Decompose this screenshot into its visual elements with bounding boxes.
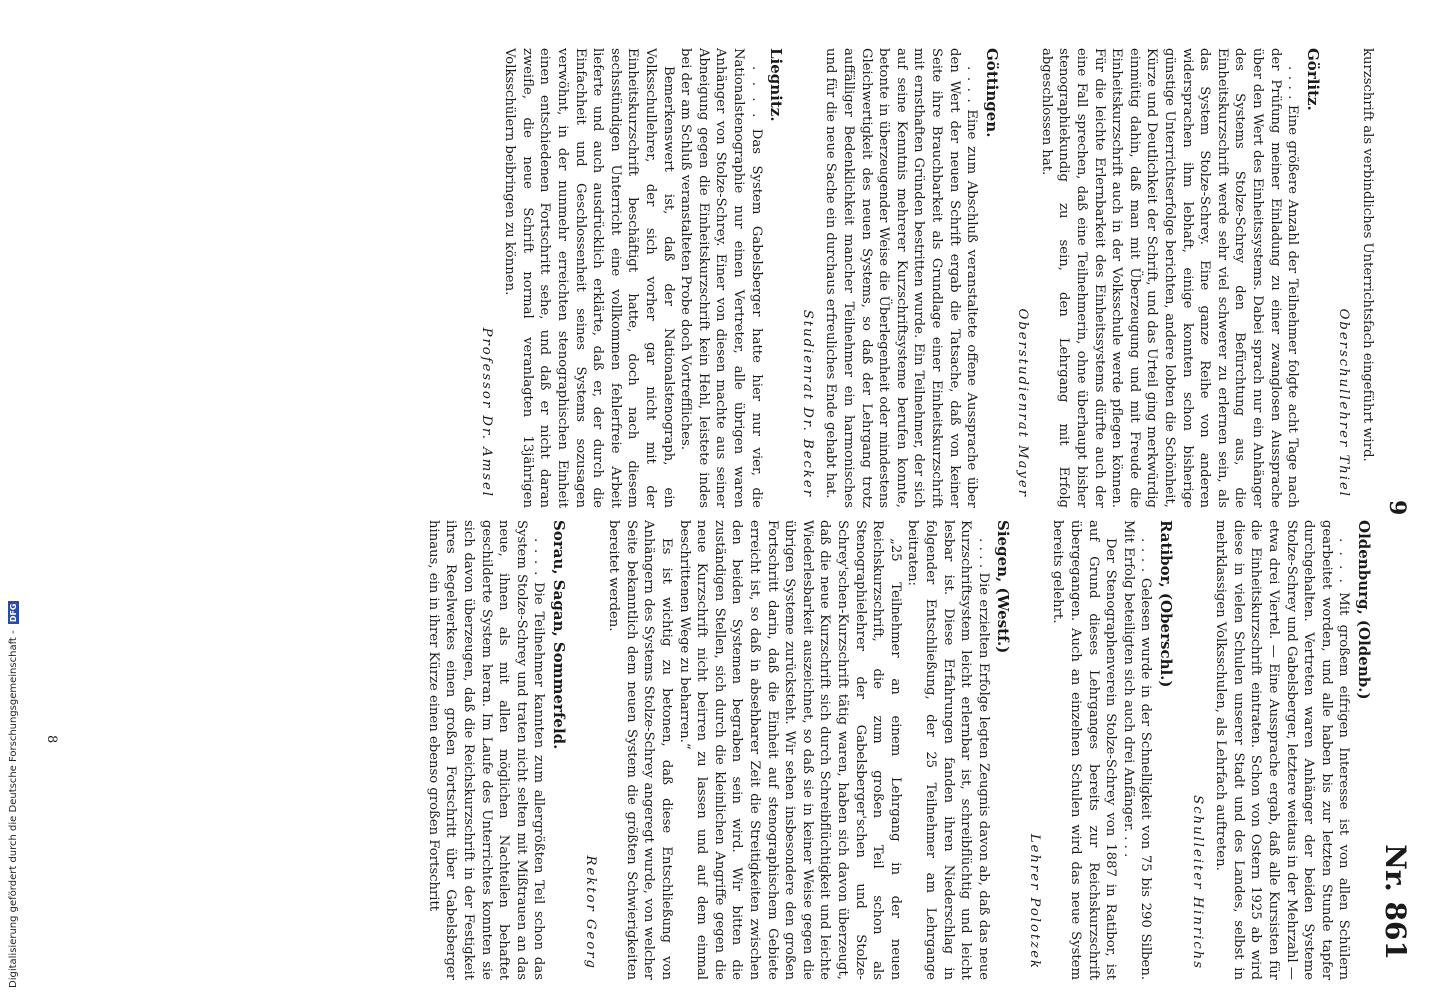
article-oldenburg [1188,520,1372,980]
left-column [66,48,1376,508]
article-goettingen [798,48,1000,508]
article-text: . . . . Mit großem eifrigen Interesse ist von allen Schülern gearbeitet worden, und alle haben bis zur letzten Stunde tapfer durchgehalten. Vertreten waren Anhänger der beiden Systeme Stolze-Schrey und Gabelsberger, letztere weitaus in der Mehrzahl — etwa drei Viertel. — Eine Aussprache ergab, daß alle Kursisten für die Einheitskurzschrift eintraten. Schon von Ostern 1925 ab wird diese in vielen Schulen unserer Stadt und des Landes, selbst in mehrklassigen Volksschulen, als Lehrfach auftreten. [1213,520,1352,980]
digitization-note [8,602,19,989]
article-signature: Rektor Georg [582,855,598,970]
digitization-note-text: Digitalisierung gefördert durch die Deutsche Forschungsgemeinschaft - [8,630,19,988]
article-heading: Ratibor, (Oberschl.) [1157,520,1176,688]
page-number: 9 [1384,500,1410,516]
article-signature: Schulleiter Hinrichs [1189,795,1205,970]
article-text-2: Bemerkenswert ist, daß der Nationalstenograph, ein Volksschullehrer, der sich vorher gar nicht mit der Einheitskurzschrift beschäftigt hatte, doch nach diesem sechsstündigen Unterricht eine vollkommen fehlerfreie Arbeit lieferte und auch ausdrücklich erklärte, daß er, der durch die Einfachheit und Geschlossenheit seines Systems sozusagen verwöhnt, in der nunmehr erreichten stenographischen Einheit einen entschiedenen Fortschritt sehe, und daß er nicht daran zweifle, die neue Schrift normal veranlagten 13jährigen Volksschülern beibringen zu können. [502,48,676,508]
page-header [1372,30,1412,970]
article-liegnitz [477,48,784,508]
article-heading: Oldenburg, (Oldenb.) [1355,520,1373,700]
article-heading: Liegnitz. [767,48,786,122]
article-goerlitz [1014,48,1321,508]
dfg-logo: DFG [9,603,18,623]
article-heading: Görlitz. [1303,48,1322,111]
right-column [66,520,1376,980]
article-text-3: Es ist wichtig zu betonen, daß diese Entschließung von Anhängern des Systems Stolze-Schrey angeregt wurde, von welcher Seite bekanntlich dem neuen System die größten Schwierigkeiten bereitet werden. [606,520,675,980]
article-signature: Professor Dr. Amsel [478,327,494,498]
article-sorau [424,520,567,980]
article-text: . . . . Die erzielten Erfolge legten Zeugnis davon ab, daß das neue Kurzschriftsystem leicht erlernbar ist, schreibflüchtig und leicht lesbar ist. Diese Erfahrungen fanden ihren Niederschlag in folgender Entschließung, der 25 Teilnehmer am Lehrgange beitraten: [905,520,991,980]
article-signature: Oberstudienrat Mayer [1015,308,1031,498]
article-heading: Göttingen. [982,48,1001,138]
article-text-2: Der Stenographenverein Stolze-Schrey von 1887 in Ratibor, ist auf Grund dieses Lehrganges bereits zur Reichskurzschrift übergegangen. Auch an einzelnen Schulen wird das neue System bereits gelehrt. [1050,520,1119,980]
issue-number: Nr. 861 [1379,844,1412,960]
article-text: . . . . Die Teilnehmer kannten zum allergrößten Teil schon das System Stolze-Schrey und traten nicht selten mit Mißtrauen an das neue, ihnen als mit allen möglichen Nachteilen behaftet geschilderte System heran. Im Laufe des Unterrichtes konnten sie sich davon überzeugen, daß die Reichskurzschrift in der Festigkeit ihres Regelwerkes einen großen Fortschritt über Gabelsberger hinaus, ein in ihrer Kürze einen ebenso großen Fortschritt [425,520,547,980]
article-signature: Oberschullehrer Thiel [1336,308,1352,498]
page-mark: 8 [44,735,59,744]
article-continuation [1335,48,1376,508]
article-siegen [581,520,1011,980]
article-text: kurzschrift als verbindliches Unterrichtsfach eingeführt wird. [1360,48,1375,462]
article-quote: „25 Teilnehmer an einem Lehrgang in der neuen Reichskurzschrift, die zum großen Teil schon als Stenographielehrer der Gabelsberger'schen und Stolze-Schrey'schen-Kurzschrift tätig waren, haben sich davon überzeugt, daß die neue Kurzschrift sich durch Schreibflüchtigkeit und leichte Wiederlesbarkeit auszeichnet, so daß sie in keiner Weise gegen die übrigen Systeme zurücksteht. Wir sehen insbesondere den großen Fortschritt darin, daß die Einheit auf stenographischem Gebiete erreicht ist, so daß in absehbarer Zeit die Streitigkeiten zwischen den beiden Systemen begraben sein wird. Wir bitten die zuständigen Stellen, sich durch die kleinlichen Angriffe gegen die neue Kurzschrift nicht beirren zu lassen und auf dem einmal beschrittenen Wege zu beharren.“ [676,520,903,980]
article-ratibor [1025,520,1174,980]
article-text: . . . . Eine größere Anzahl der Teilnehmer folgte acht Tage nach der Prüfung meiner Einladung zu einer zwanglosen Aussprache über den Wert des Einheitssystems. Dabei sprach nur ein Anhänger des Systems Stolze-Schrey den Befürchtung aus, die Einheitskurzschrift werde sehr viel schwerer zu erlernen sein, als das System Stolze-Schrey. Eine ganze Reihe von anderen widersprachen ihm lebhaft, einige konnten schon bisherige günstige Unterrichtserfolge berichten, andere lobten die Schönheit, Kürze und Deutlichkeit der Schrift, und das Urteil ging merkwürdig einmütig dahin, daß man mit Überzeugung und mit Freude die Einheitskurzschrift auch in der Volksschule werde pflegen können. Für die leichte Erlernbarkeit des Einheitssystems dürfte auch der eine Fall sprechen, daß eine Teilnehmerin, ohne überhaupt bisher stenographiekundig zu sein, den Lehrgang mit Erfolg abgeschlossen hat. [1038,48,1301,508]
article-signature: Lehrer Polotzek [1026,833,1042,970]
article-text: . . . . Das System Gabelsberger hatte hier nur vier, die Nationalstenographie nur einen Vertreter, alle übrigen waren Anhänger von Stolze-Schrey. Einer von diesen machte aus seiner Abneigung gegen die Einheitskurzschrift kein Hehl, leistete indes bei der am Schluß veranstalteten Probe doch Vortreffliches. [678,48,764,508]
article-text: . . . . Eine zum Abschluß veranstaltete offene Aussprache über den Wert der neuen Schrift ergab die Tatsache, daß von keiner Seite ihre Brauchbarkeit als Grundlage einer Einheitskurzschrift mit ernsthaften Gründen bestritten wurde. Ein Teilnehmer, der sich auf seine Kenntnis mehrerer Kurzschriftsysteme berufen konnte, betonte in überzeugender Weise die Überlegenheit oder mindestens Gleichwertigkeit des neuen Systems, so daß der Lehrgang trotz auffälliger Bedenklichkeit mancher Teilnehmer ein harmonisches und für die neue Sache ein durchaus erfreuliches Ende gehabt hat. [823,48,980,508]
article-signature: Studienrat Dr. Becker [799,309,815,498]
article-text: . . . . Gelesen wurde in der Schnelligkeit von 75 bis 290 Silben. Mit Erfolg beteiligten sich auch drei Anfänger. . . . [1120,520,1154,980]
article-heading: Siegen, (Westf.) [994,520,1013,654]
article-heading: Sorau, Sagan, Sommerfeld. [550,520,569,750]
